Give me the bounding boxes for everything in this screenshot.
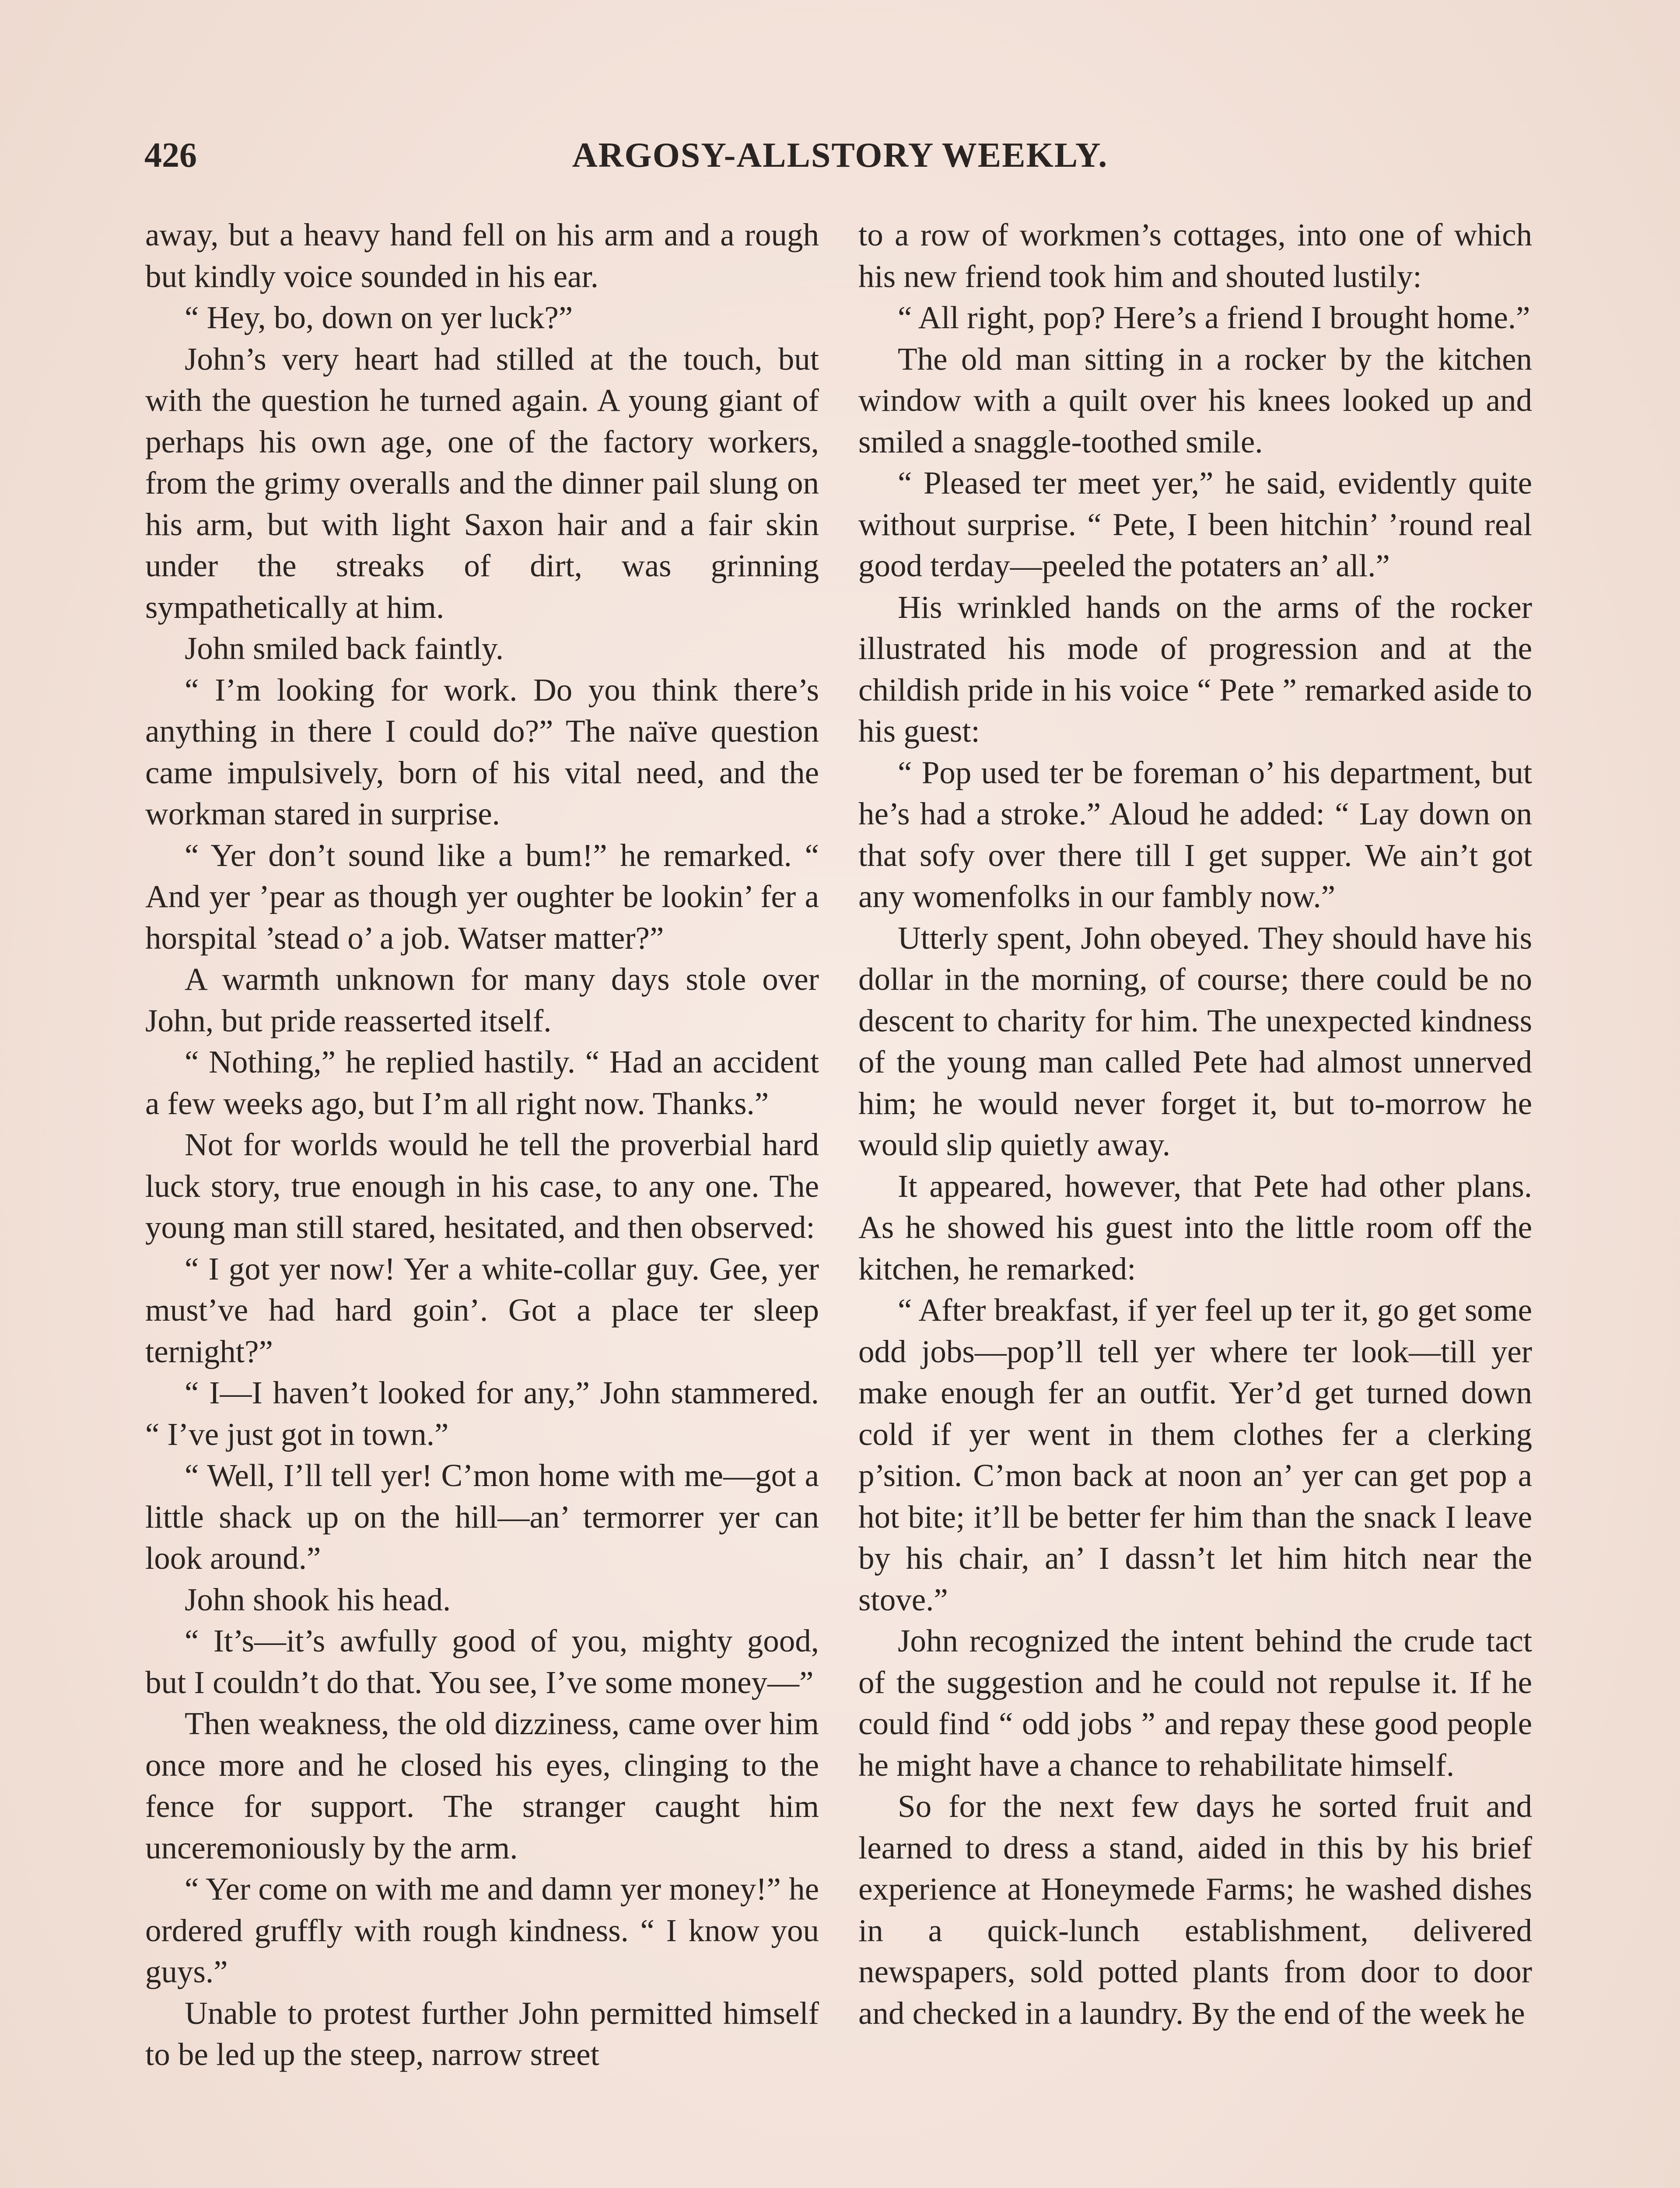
paragraph: “ Yer don’t sound like a bum!” he remarked. “ And yer ’pear as though yer oughter be lookin’ fer a horspital ’stead o’ a job. Watser matter?” (145, 837, 819, 956)
paragraph: “ I—I haven’t looked for any,” John stammered. “ I’ve just got in town.” (145, 1375, 819, 1452)
paragraph: Then weakness, the old dizziness, came over him once more and he closed his eyes, clinging to the fence for support. The stranger caught him unceremoniously by the arm. (145, 1706, 819, 1865)
paragraph: “ Well, I’ll tell yer! C’mon home with me—got a little shack up on the hill—an’ termorrer yer can look around.” (145, 1458, 819, 1576)
paragraph: “ Pop used ter be foreman o’ his department, but he’s had a stroke.” Aloud he added: “ Lay down on that sofy over there till I get supper. We ain’t got any womenfolks in our fambly now.” (858, 754, 1532, 914)
paragraph: His wrinkled hands on the arms of the rocker illustrated his mode of progression and at the childish pride in his voice “ Pete ” remarked aside to his guest: (858, 589, 1532, 749)
paragraph: Utterly spent, John obeyed. They should have his dollar in the morning, of course; there could be no descent to charity for him. The unexpected kindness of the young man called Pete had almost unnerved him; he would never forget it, but to-morrow he would slip quietly away. (858, 920, 1532, 1162)
paragraph: It appeared, however, that Pete had other plans. As he showed his guest into the little room off the kitchen, he remarked: (858, 1168, 1532, 1287)
paragraph: “ After breakfast, if yer feel up ter it, go get some odd jobs—pop’ll tell yer where ter look—till yer make enough fer an outfit. Yer’d get turned down cold if yer went in them clothes fer a clerking p’sition. C’mon back at noon an’ yer can get pop a hot bite; it’ll be better fer him than the snack I leave by his chair, an’ I dassn’t let him hitch near the stove.” (858, 1292, 1532, 1617)
page-number: 426 (144, 136, 197, 175)
paragraph: “ Nothing,” he replied hastily. “ Had an accident a few weeks ago, but I’m all right now. Thanks.” (145, 1044, 819, 1121)
page-header (144, 131, 1536, 179)
paragraph: “ Hey, bo, down on yer luck?” (185, 300, 573, 335)
paragraph: So for the next few days he sorted fruit and learned to dress a stand, aided in this by his brief experience at Honeymede Farms; he washed dishes in a quick-lunch establishment, delivered newspapers, sold potted plants from door to door and checked in a laundry. By the end of the week he (858, 1788, 1532, 2031)
paragraph: Unable to protest further John permitted himself to be led up the steep, narrow street (145, 1995, 819, 2072)
paragraph: John shook his head. (185, 1581, 451, 1617)
paragraph: John recognized the intent behind the crude tact of the suggestion and he could not repulse it. If he could find “ odd jobs ” and repay these good people he might have a chance to rehabilitate himself. (858, 1623, 1532, 1783)
running-head: ARGOSY-ALLSTORY WEEKLY. (572, 136, 1108, 175)
paragraph: “ I got yer now! Yer a white-collar guy. Gee, yer must’ve had hard goin’. Got a place ter sleep ternight?” (145, 1251, 819, 1369)
paragraph: John’s very heart had stilled at the touch, but with the question he turned again. A young giant of perhaps his own age, one of the factory workers, from the grimy overalls and the dinner pail slung on his arm, but with light Saxon hair and a fair skin under the streaks of dirt, was grinning sympathetically at him. (145, 341, 819, 625)
paragraph: away, but a heavy hand fell on his arm and a rough but kindly voice sounded in his ear. (145, 217, 819, 294)
paragraph: John smiled back faintly. (185, 631, 504, 666)
paragraph: to a row of workmen’s cottages, into one of which his new friend took him and shouted lustily: (858, 217, 1532, 294)
paragraph: “ I’m looking for work. Do you think there’s anything in there I could do?” The naïve question came impulsively, born of his vital need, and the workman stared in surprise. (145, 672, 819, 831)
paragraph: “ Yer come on with me and damn yer money!” he ordered gruffly with rough kindness. “ I know you guys.” (145, 1871, 819, 1989)
paragraph: “ Pleased ter meet yer,” he said, evidently quite without surprise. “ Pete, I been hitchin’ ’round real good terday—peeled the potaters an’ all.” (858, 465, 1532, 583)
paragraph: “ All right, pop? Here’s a friend I brought home.” (898, 300, 1530, 335)
paragraph: “ It’s—it’s awfully good of you, mighty good, but I couldn’t do that. You see, I’ve some money—” (145, 1623, 819, 1700)
paragraph: Not for worlds would he tell the proverbial hard luck story, true enough in his case, to any one. The young man still stared, hesitated, and then observed: (145, 1127, 819, 1245)
paragraph: A warmth unknown for many days stole over John, but pride reasserted itself. (145, 961, 819, 1038)
text-column-right (858, 214, 1532, 2034)
text-column-left (145, 214, 819, 2076)
paragraph: The old man sitting in a rocker by the kitchen window with a quilt over his knees looked up and smiled a snaggle-toothed smile. (858, 341, 1532, 459)
